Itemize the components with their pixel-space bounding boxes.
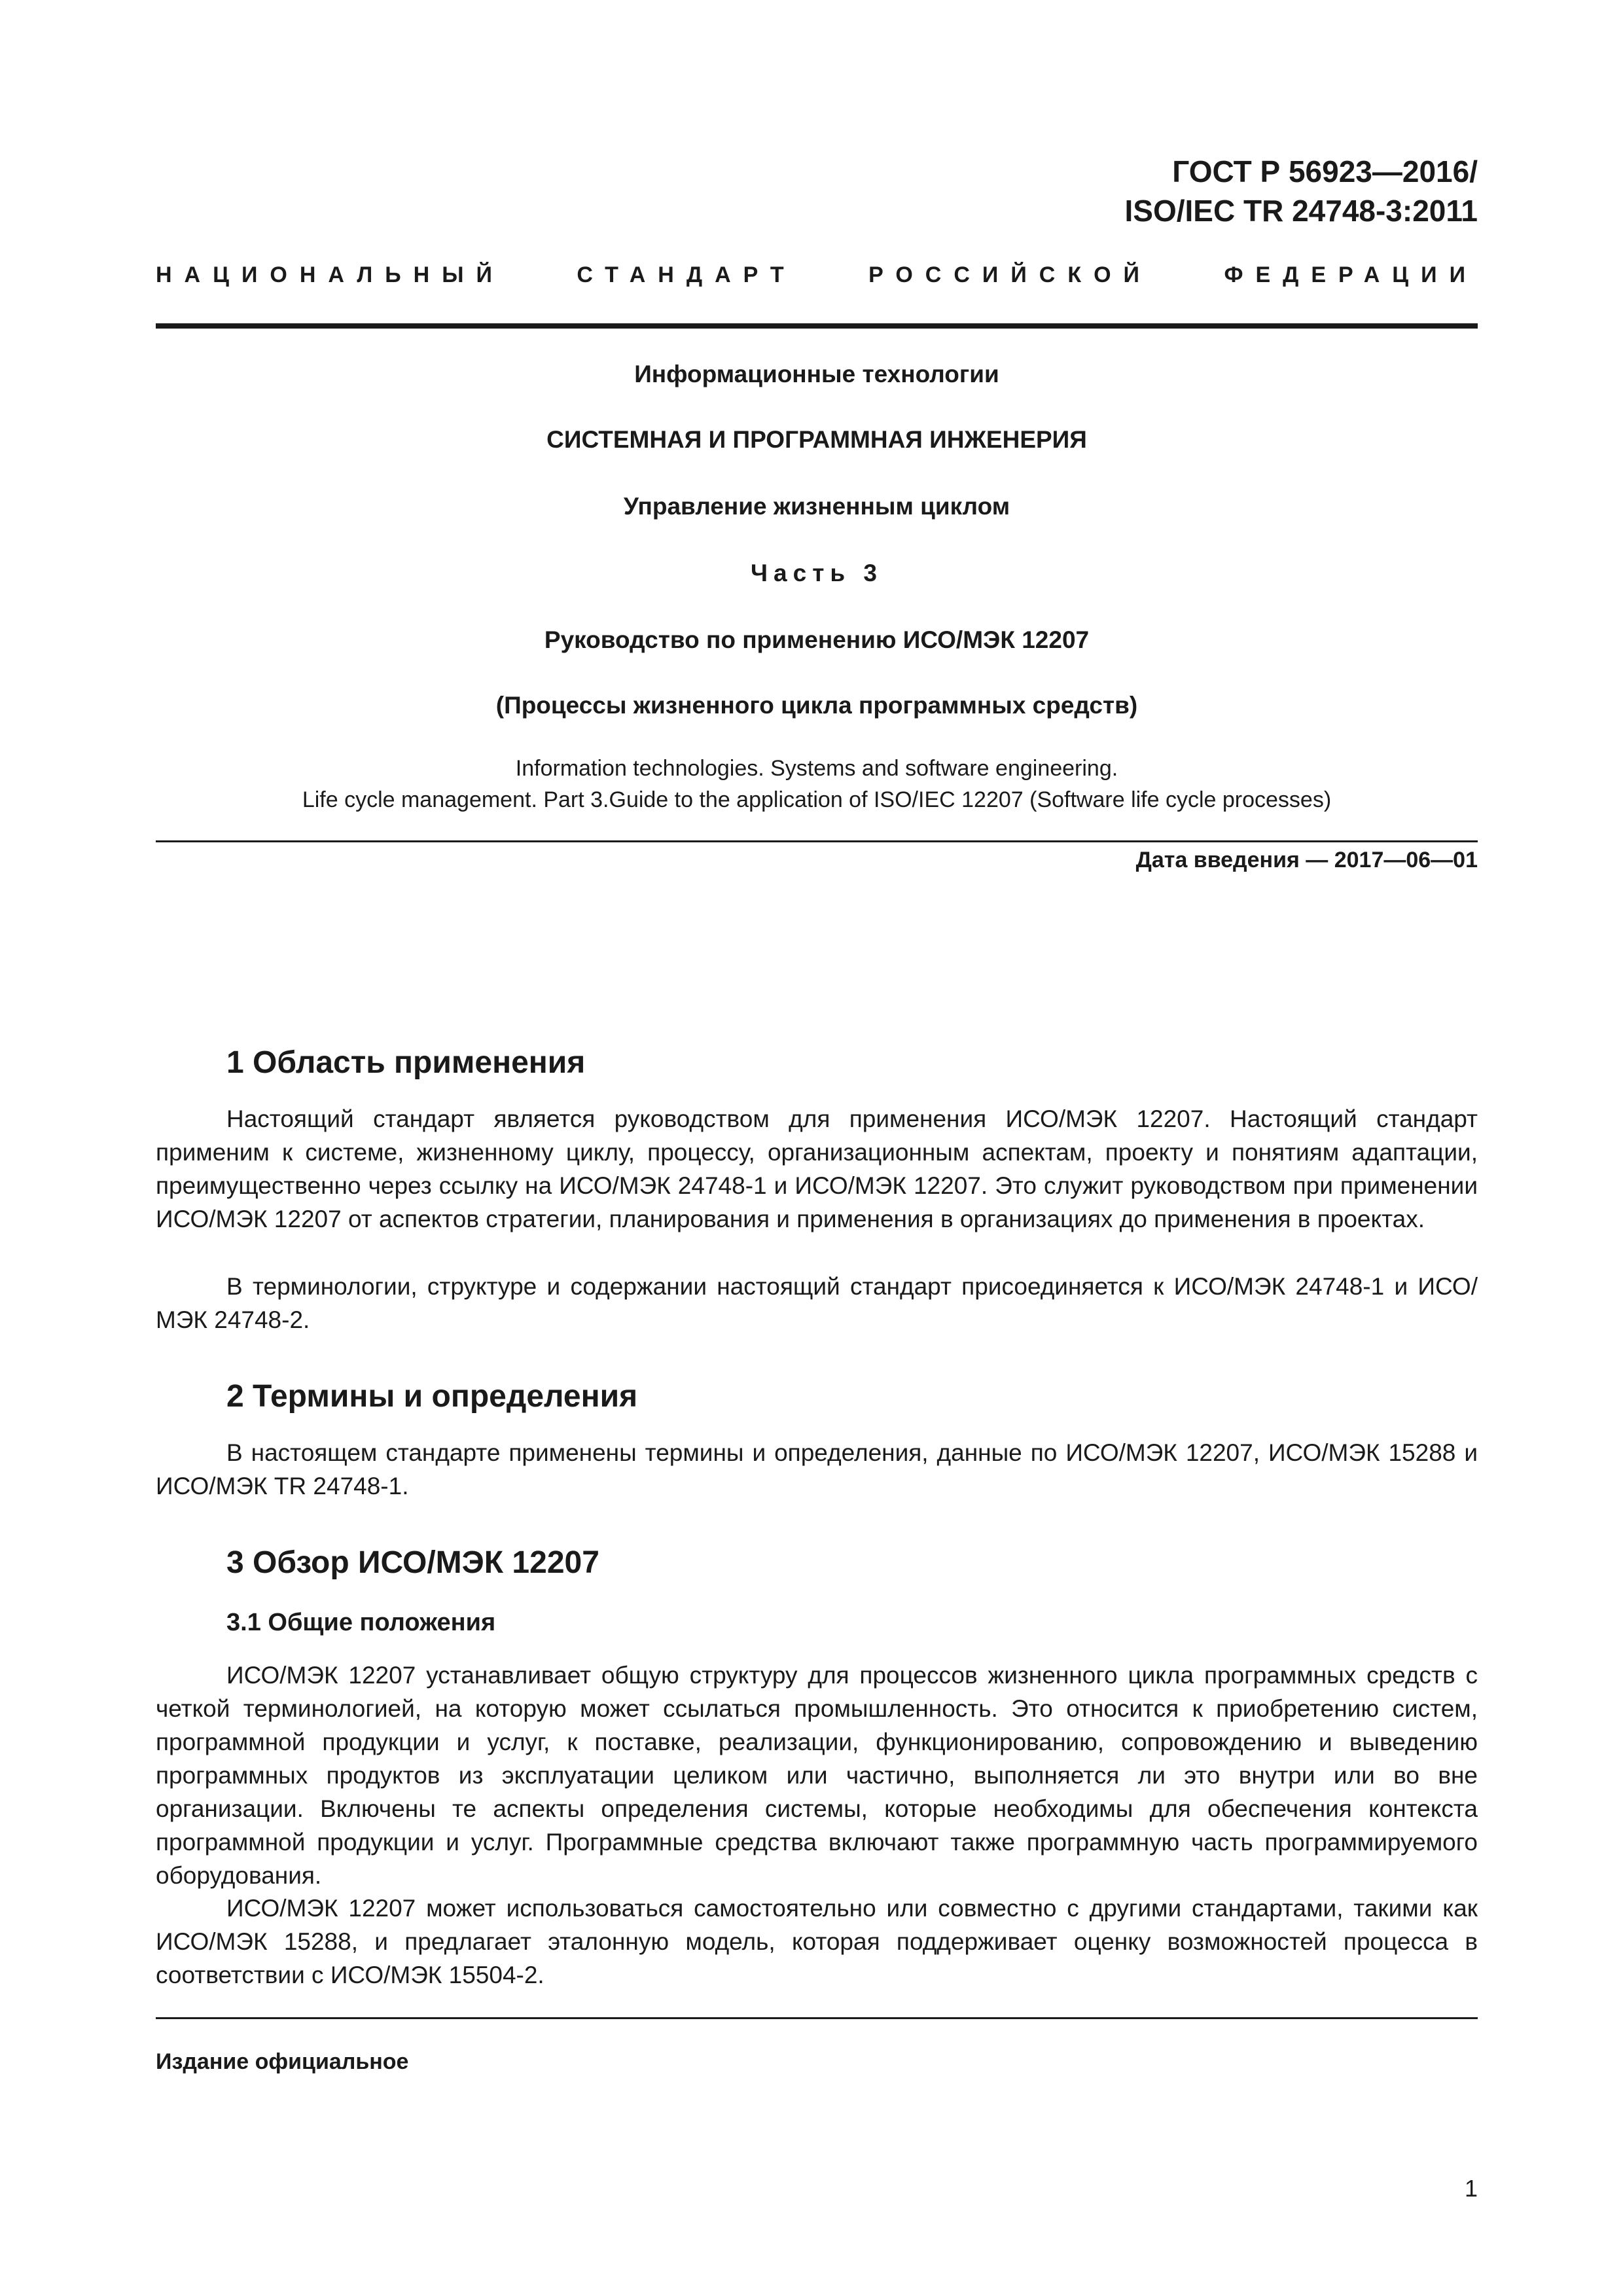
english-title-line-2: Life cycle management. Part 3.Guide to the application of ISO/IEC 12207 (Software life cycle processes) [302, 787, 1332, 812]
designation-line-2: ISO/IEC TR 24748-3:2011 [1124, 194, 1478, 228]
page-number: 1 [1464, 2175, 1478, 2202]
title-line-1: Информационные технологии [634, 361, 999, 387]
title-part: Часть 3 [751, 560, 883, 586]
english-title-line-1: Information technologies. Systems and software engineering. [515, 756, 1118, 781]
title-line-2: СИСТЕМНАЯ И ПРОГРАММНАЯ ИНЖЕНЕРИЯ [546, 426, 1087, 453]
banner-word: НАЦИОНАЛЬНЫЙ [156, 262, 505, 287]
banner-word: РОССИЙСКОЙ [868, 262, 1152, 287]
section-3-1-paragraph-2: ИСО/МЭК 12207 может использоваться самостоятельно или совместно с другими стандартами, такими как ИСО/МЭК 15288, и предлагает эталонную модель, которая поддерживает оценку возможностей процесса в соответствии с ИСО/МЭК 15504-2. [156, 1895, 1478, 1988]
introduction-date: Дата введения — 2017—06—01 [1135, 848, 1478, 872]
section-1-paragraph-2: В терминологии, структуре и содержании настоящий стандарт присоединяется к ИСО/МЭК 24748-1 и ИСО/МЭК 24748-2. [156, 1273, 1478, 1333]
footer-rule [156, 2017, 1478, 2019]
section-3-heading: 3 Обзор ИСО/МЭК 12207 [226, 1545, 599, 1580]
section-2-heading: 2 Термины и определения [226, 1379, 638, 1414]
national-standard-banner [156, 259, 1478, 291]
section-1-paragraph-1: Настоящий стандарт является руководством для применения ИСО/МЭК 12207. Настоящий стандарт применим к системе, жизненному циклу, процессу, организационным аспектам, проекту и понятиям адаптации, преимущественно через ссылку на ИСО/МЭК 24748-1 и ИСО/МЭК 12207. Это служит руководством при применении ИСО/МЭК 12207 от аспектов стратегии, планирования и применения в организациях до применения в проектах. [156, 1105, 1478, 1232]
section-3-1-heading: 3.1 Общие положения [226, 1609, 496, 1636]
title-line-5: Руководство по применению ИСО/МЭК 12207 [544, 626, 1090, 653]
title-line-3: Управление жизненным циклом [623, 493, 1010, 520]
standard-designation [1124, 152, 1478, 230]
title-line-6: (Процессы жизненного цикла программных средств) [495, 692, 1138, 719]
section-3-1-paragraph-1: ИСО/МЭК 12207 устанавливает общую структуру для процессов жизненного цикла программных средств с четкой терминологией, на которую может ссылаться промышленность. Это относится к приобретению систем, программной продукции и услуг, к поставке, реализации, функционированию, сопровождению и выведению программных продуктов из эксплуатации целиком или частично, выполняется ли это внутри или во вне организации. Включены те аспекты определения системы, которые необходимы для обеспечения контекста программной продукции и услуг. Программные средства включают также программную часть программируемого оборудования. [156, 1662, 1478, 1889]
header-rule [156, 323, 1478, 329]
designation-line-1: ГОСТ Р 56923—2016/ [1172, 154, 1478, 188]
banner-word: СТАНДАРТ [577, 262, 796, 287]
edition-note: Издание официальное [156, 2049, 409, 2074]
title-rule [156, 840, 1478, 842]
section-2-paragraph-1: В настоящем стандарте применены термины и определения, данные по ИСО/МЭК 12207, ИСО/МЭК 15288 и ИСО/МЭК TR 24748-1. [156, 1439, 1478, 1499]
banner-word: ФЕДЕРАЦИИ [1224, 262, 1478, 287]
section-1-heading: 1 Область применения [226, 1045, 586, 1080]
